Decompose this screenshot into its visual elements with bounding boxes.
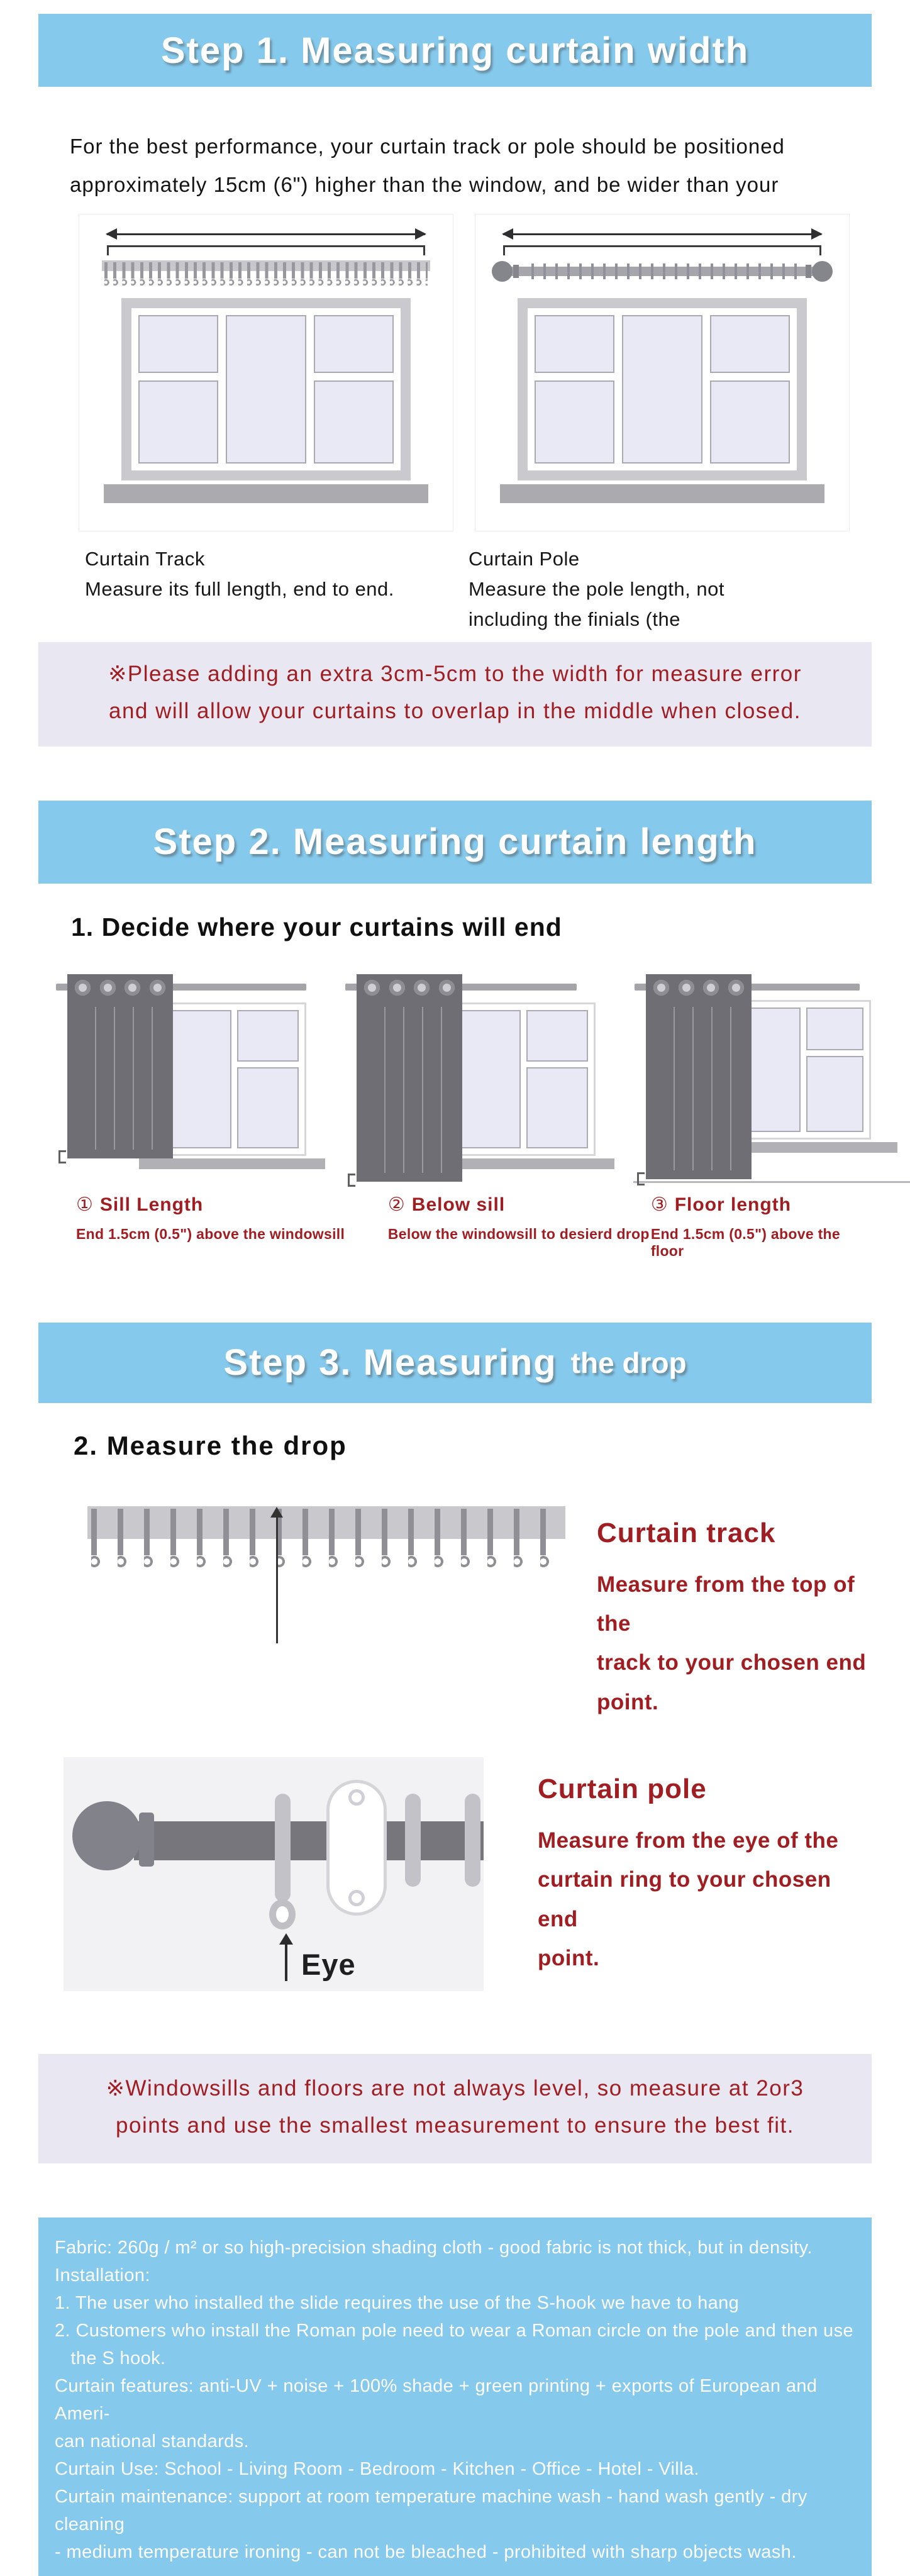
option-desc: End 1.5cm (0.5") above the windowsill xyxy=(76,1225,345,1242)
option-number: ② xyxy=(387,1194,406,1215)
step1-illustrations xyxy=(38,214,872,531)
step2-banner xyxy=(38,801,872,884)
track-drop-text xyxy=(597,1495,872,1722)
step3-banner-subtitle: the drop xyxy=(570,1346,687,1379)
pole-drop-title: Curtain pole xyxy=(538,1774,707,1805)
track-drop-section xyxy=(38,1495,872,1722)
length-option-1 xyxy=(76,1194,388,1260)
width-arrow-icon xyxy=(107,233,425,235)
width-note-box xyxy=(38,642,872,747)
step1-banner xyxy=(38,14,872,87)
pole-caption xyxy=(469,544,724,635)
measure-tick-icon xyxy=(348,1174,355,1187)
info-line: 2. Customers who install the Roman pole need to wear a Roman circle on the pole and then use xyxy=(55,2320,854,2341)
option-number: ① xyxy=(76,1194,94,1215)
option-title: Below sill xyxy=(411,1194,506,1215)
info-line: Installation: xyxy=(55,2265,150,2285)
curtain-graphic xyxy=(646,974,752,1179)
option-title: Floor length xyxy=(674,1194,792,1215)
window-graphic xyxy=(518,298,807,503)
grommets xyxy=(75,980,165,996)
measure-bracket-icon xyxy=(503,245,821,255)
finial-icon xyxy=(812,261,833,282)
grommets xyxy=(364,980,455,996)
track-drop-title: Curtain track xyxy=(597,1517,776,1548)
pole-caption-title: Curtain Pole xyxy=(469,548,580,570)
width-arrow-icon xyxy=(503,233,821,235)
curtain-pole-graphic xyxy=(494,260,830,289)
curtain-ring-icon xyxy=(275,1794,291,1902)
info-line: Curtain Use: School - Living Room - Bedroom - Kitchen - Office - Hotel - Villa. xyxy=(55,2459,699,2480)
option-desc: Below the windowsill to desierd drop xyxy=(387,1225,650,1242)
pole-drop-desc: Measure from the eye of the curtain ring to your chosen end point. xyxy=(538,1828,839,1970)
finial-icon xyxy=(492,261,513,282)
info-line: can national standards. xyxy=(55,2431,250,2452)
floor-length-scene xyxy=(632,965,904,1190)
width-note-line1: ※Please adding an extra 3cm-5cm to the width for measure error xyxy=(108,662,802,687)
pole-drop-text xyxy=(538,1757,872,1991)
option-title: Sill Length xyxy=(99,1194,204,1215)
info-line: Fabric: 260g / m² or so high-precision shading cloth - good fabric is not thick, but in density. xyxy=(55,2237,813,2258)
ring-eye-icon xyxy=(269,1899,296,1929)
sill-length-scene xyxy=(53,965,325,1190)
track-drop-desc: Measure from the top of the track to your chosen end point. xyxy=(597,1572,867,1714)
curtain-ring-icon xyxy=(405,1794,421,1887)
windowsill-graphic xyxy=(500,484,824,503)
bracket-plate-icon xyxy=(326,1780,387,1916)
length-option-captions xyxy=(38,1194,872,1260)
level-note-box xyxy=(38,2054,872,2163)
curtain-ring-icon xyxy=(465,1794,480,1887)
eye-label: Eye xyxy=(301,1948,356,1982)
up-arrow-icon xyxy=(276,1516,278,1643)
length-option-3 xyxy=(651,1194,872,1260)
curtain-pole-panel xyxy=(475,214,850,531)
grommets xyxy=(653,980,744,996)
measure-tick-icon xyxy=(58,1150,66,1163)
curtain-track-drop-graphic xyxy=(87,1495,565,1643)
option-desc: End 1.5cm (0.5") above the floor xyxy=(650,1225,840,1259)
info-line: the S hook. xyxy=(55,2348,166,2368)
pole-caption-body-line1: Measure the pole length, not xyxy=(469,578,724,601)
curtain-graphic xyxy=(67,974,173,1158)
window-graphic xyxy=(121,298,411,503)
level-note-line2: points and use the smallest measurement to ensure the best fit. xyxy=(116,2112,794,2138)
step2-heading: 1. Decide where your curtains will end xyxy=(71,912,562,941)
track-caption-body: Measure its full length, end to end. xyxy=(85,578,394,601)
track-caption-title: Curtain Track xyxy=(85,548,205,570)
step1-intro-line1: For the best performance, your curtain track or pole should be positioned xyxy=(70,135,785,158)
level-note-line1: ※Windowsills and floors are not always level, so measure at 2or3 xyxy=(106,2076,804,2101)
windowsill-graphic xyxy=(104,484,428,503)
curtain-graphic xyxy=(357,974,462,1182)
curtain-pole-drop-graphic xyxy=(64,1757,484,1991)
measure-bracket-icon xyxy=(107,245,425,255)
product-info-box xyxy=(38,2218,872,2576)
info-line: Curtain features: anti-UV + noise + 100% shade + green printing + exports of European and Ameri- xyxy=(55,2376,822,2424)
curtain-length-illustrations xyxy=(38,965,872,1190)
info-line: 1. The user who installed the slide requires the use of the S-hook we have to hang xyxy=(55,2292,740,2313)
pole-caption-body-line2: including the finials (the xyxy=(469,608,680,631)
pole-drop-section xyxy=(38,1757,872,1991)
measure-tick-icon xyxy=(637,1172,645,1185)
curtain-track-panel xyxy=(79,214,453,531)
floor-line xyxy=(633,1181,910,1183)
up-arrow-icon xyxy=(285,1943,287,1981)
option-number: ③ xyxy=(650,1194,669,1215)
step1-banner-title: Step 1. Measuring curtain width xyxy=(160,30,750,71)
width-note-line2: and will allow your curtains to overlap in the middle when closed. xyxy=(109,699,801,724)
windowsill-graphic xyxy=(139,1158,325,1169)
length-option-2 xyxy=(388,1194,651,1260)
step1-captions xyxy=(38,544,872,635)
step3-banner-title: Step 3. Measuring xyxy=(223,1342,557,1384)
info-line: - medium temperature ironing - can not be bleached - prohibited with sharp objects wash. xyxy=(55,2542,797,2563)
step1-intro-line2: approximately 15cm (6") higher than the window, and be wider than your xyxy=(70,173,779,197)
step1-intro-paragraph xyxy=(70,127,872,204)
finial-icon xyxy=(72,1801,141,1870)
below-sill-scene xyxy=(343,965,614,1190)
curtain-track-graphic xyxy=(102,260,430,289)
step2-banner-title: Step 2. Measuring curtain length xyxy=(153,821,757,863)
step3-heading: 2. Measure the drop xyxy=(74,1430,347,1460)
step3-banner xyxy=(38,1323,872,1403)
info-line: Curtain maintenance: support at room temperature machine wash - hand wash gently - dry cleaning xyxy=(55,2487,813,2535)
track-caption xyxy=(85,544,469,635)
